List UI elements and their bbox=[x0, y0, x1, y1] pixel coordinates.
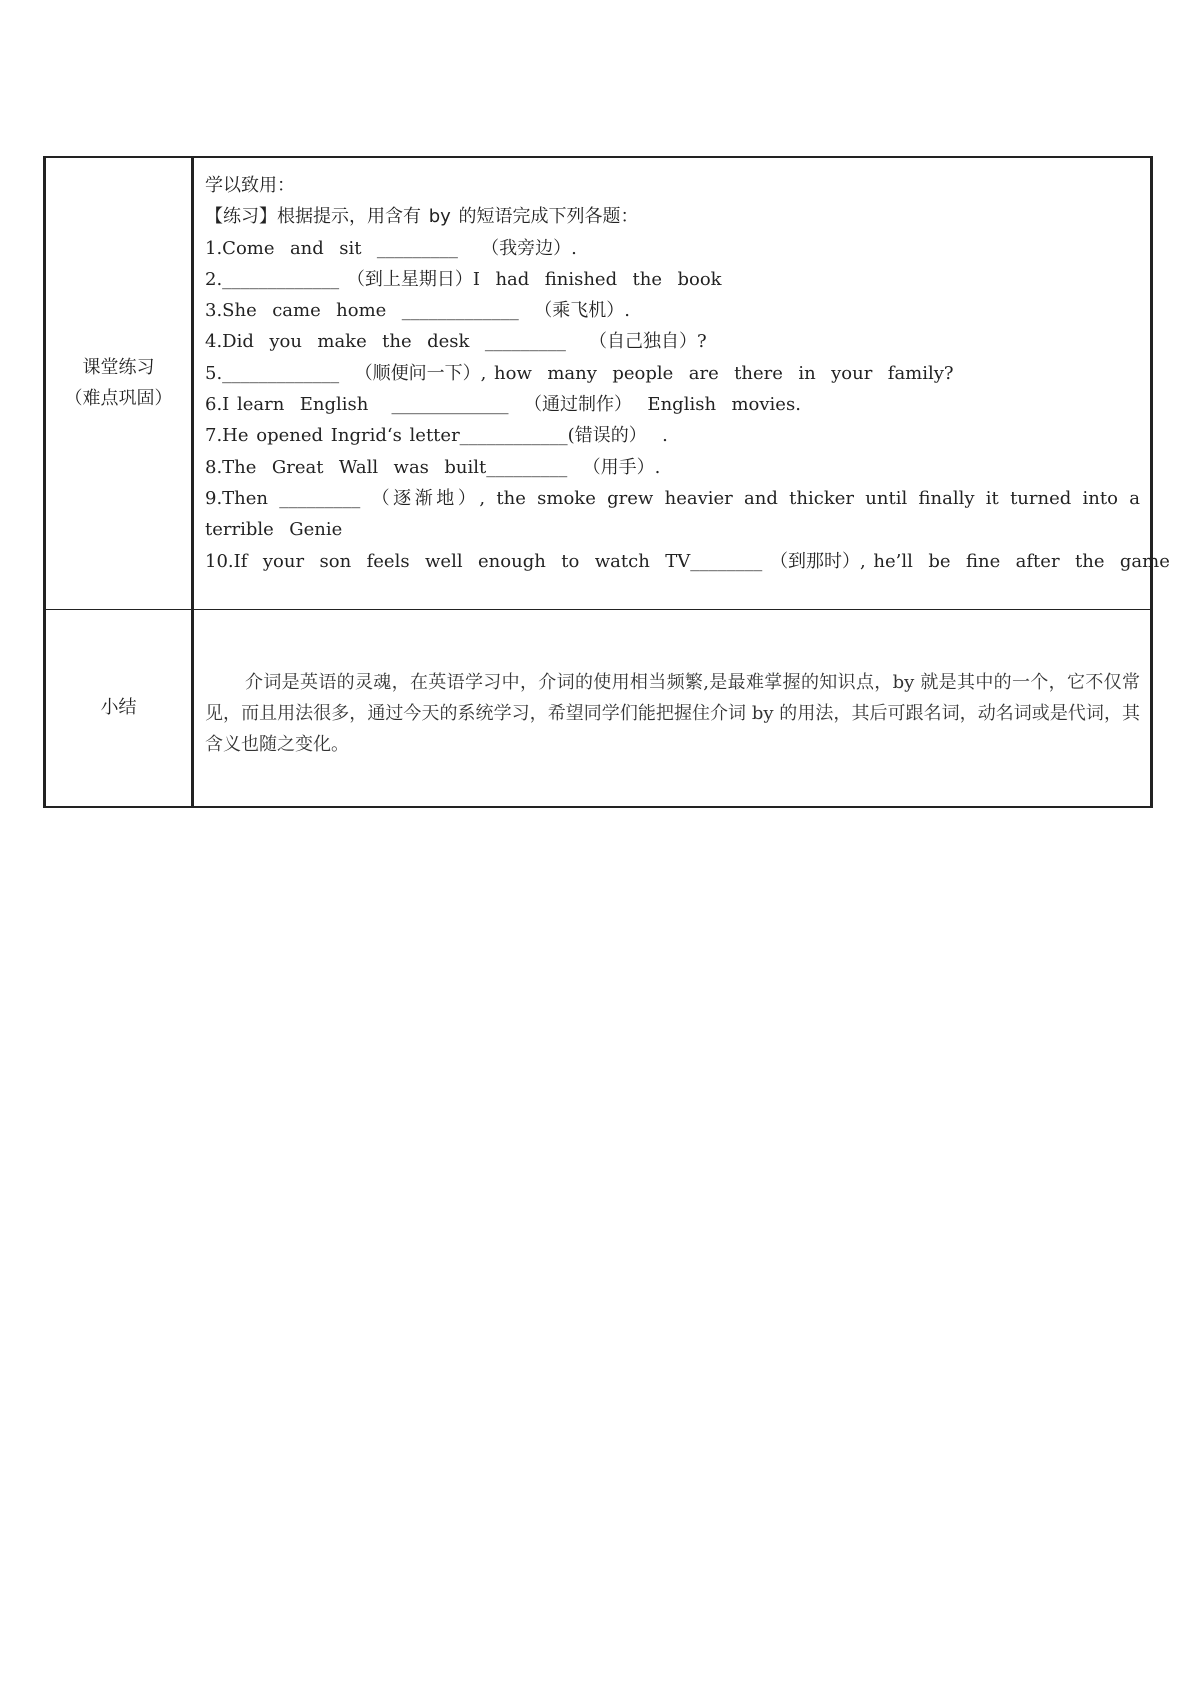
exercise-item-8: 8.The Great Wall was built_________ （用手）. bbox=[205, 456, 661, 478]
exercise-label-line-2: （难点巩固） bbox=[64, 388, 173, 410]
exercise-item-1: 1.Come and sit _________ （我旁边）. bbox=[205, 237, 577, 259]
exercise-item-2: 2._____________ （到上星期日）I had finished the book bbox=[205, 268, 722, 290]
exercise-label-cell bbox=[45, 157, 193, 609]
summary-label: 小结 bbox=[45, 609, 193, 807]
exercise-intro: 学以致用： bbox=[205, 175, 295, 196]
exercise-row bbox=[45, 157, 1152, 609]
exercise-item-9-continued: terrible Genie bbox=[205, 519, 343, 541]
summary-row bbox=[45, 609, 1152, 807]
summary-text: 介词是英语的灵魂，在英语学习中，介词的使用相当频繁,是最难掌握的知识点，by 就是其中的一个，它不仅常见，而且用法很多，通过今天的系统学习，希望同学们能把握住介词 by 的用法，其后可跟名词，动名词或是代词，其含义也随之变化。 bbox=[205, 672, 1140, 756]
exercise-item-4: 4.Did you make the desk _________ （自己独自）? bbox=[205, 331, 707, 353]
exercise-item-3: 3.She came home _____________ （乘飞机）. bbox=[205, 300, 630, 322]
exercise-item-5: 5._____________ （顺便问一下）, how many people are there in your family? bbox=[205, 362, 954, 384]
exercise-content-cell bbox=[193, 157, 1170, 609]
exercise-item-10: 10.If your son feels well enough to watch TV________ （到那时）, he’ll be fine after the game bbox=[205, 550, 1170, 572]
lesson-table bbox=[43, 156, 1170, 808]
exercise-item-7: 7.He opened Ingrid‘s letter____________(错误的） . bbox=[205, 425, 668, 447]
exercise-instructions: 【练习】根据提示，用含有 by 的短语完成下列各题： bbox=[205, 206, 639, 228]
exercise-item-6: 6.I learn English _____________ （通过制作） English movies. bbox=[205, 394, 801, 416]
exercise-label-line-1: 课堂练习 bbox=[82, 357, 155, 379]
exercise-item-9: 9.Then _________ （逐渐地）, the smoke grew heavier and thicker until finally it turned into a bbox=[205, 487, 1140, 509]
summary-content-cell bbox=[193, 609, 1152, 807]
